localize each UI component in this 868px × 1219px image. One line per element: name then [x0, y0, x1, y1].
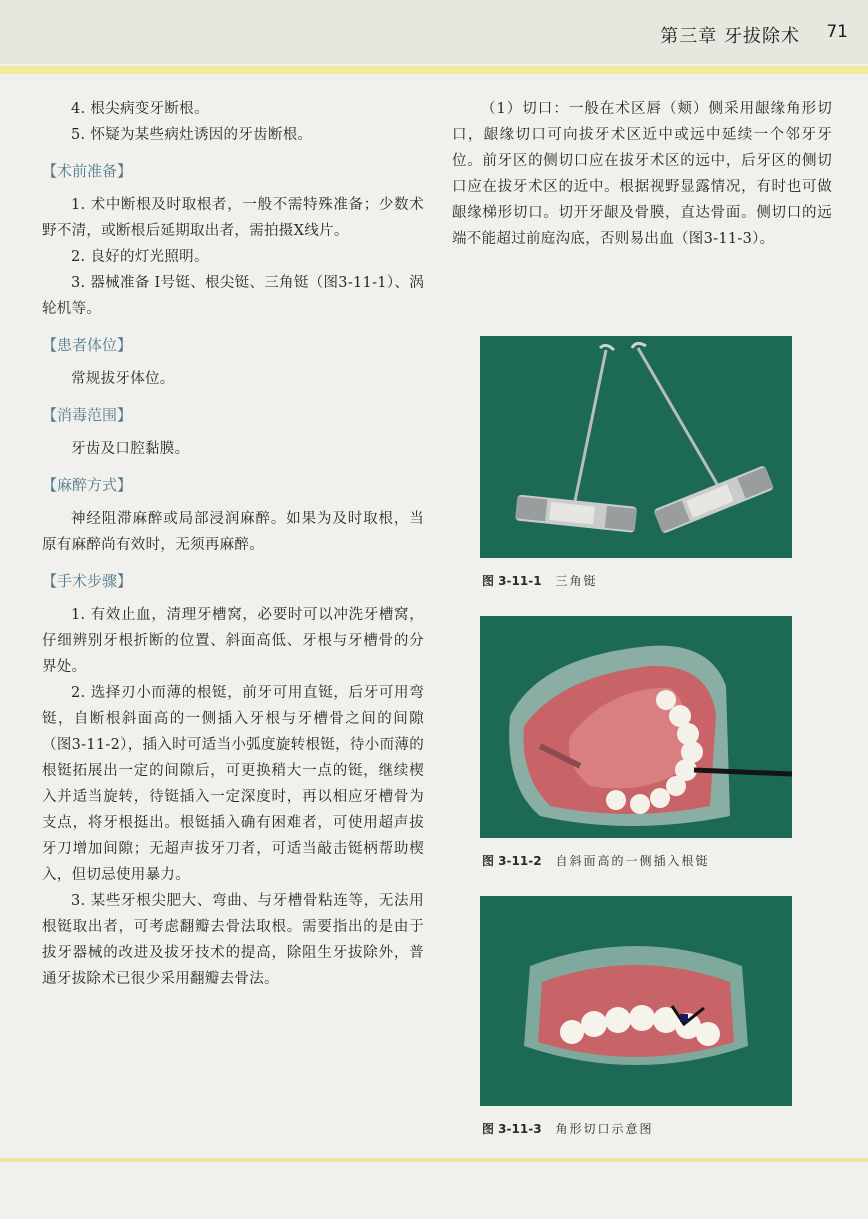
paragraph: 牙齿及口腔黏膜。 — [71, 441, 190, 457]
paragraph: 1. 有效止血，清理牙槽窝，必要时可以冲洗牙槽窝，仔细辨别牙根折断的位置、斜面高低、牙根与牙槽骨的分界处。 — [42, 607, 424, 675]
paragraph: 2. 选择刃小而薄的根铤，前牙可用直铤，后牙可用弯铤，自断根斜面高的一侧插入牙根与牙槽骨之间的间隙（图3-11-2），插入时可适当小弧度旋转根铤，待小而薄的根铤拓展出一定的间隙后，可更换稍大一点的铤，继续楔入并适当旋转，待铤插入一定深度时，再以相应牙槽骨为支点，将牙根挺出。根铤插入确有困难者，可使用超声拔牙刀增加间隙；无超声拔牙刀者，可适当敲击铤柄帮助楔入，但切忌使用暴力。 — [42, 685, 424, 883]
left-column — [42, 96, 424, 992]
paragraph: 3. 器械准备 Ⅰ号铤、根尖铤、三角铤（图3-11-1）、涡轮机等。 — [42, 275, 424, 317]
section-title: 【术前准备】 — [42, 162, 133, 180]
paragraph: 3. 某些牙根尖肥大、弯曲、与牙槽骨粘连等，无法用根铤取出者，可考虑翻瓣去骨法取根。需要指出的是由于拔牙器械的改进及拔牙技术的提高，除阻生牙拔除外，普通牙拔除术已很少采用翻瓣去骨法。 — [42, 893, 424, 987]
paragraph: （1）切口：一般在术区唇（颊）侧采用龈缘角形切口，龈缘切口可向拔牙术区近中或远中延续一个邻牙牙位。前牙区的侧切口应在拔牙术区的远中，后牙区的侧切口应在拔牙术区的近中。根据视野显露情况，有时也可做龈缘梯形切口。切开牙龈及骨膜，直达骨面。侧切口的远端不能超过前庭沟底，否则易出血（图3-11-3）。 — [452, 101, 832, 247]
figure-caption: 图 3-11-1 三角铤 — [482, 574, 598, 588]
figure-elevator-insertion — [480, 616, 792, 838]
jaw-model-illustration — [480, 616, 792, 838]
paragraph: 常规拔牙体位。 — [71, 371, 175, 387]
paragraph: 神经阻滞麻醉或局部浸润麻醉。如果为及时取根，当原有麻醉尚有效时，无须再麻醉。 — [42, 511, 424, 553]
footer-rule — [0, 1158, 868, 1162]
list-item: 5. 怀疑为某些病灶诱因的牙齿断根。 — [71, 127, 313, 143]
paragraph: 1. 术中断根及时取根者，一般不需特殊准备；少数术野不清，或断根后延期取出者，需拍摄X线片。 — [42, 197, 424, 239]
chapter-title: 第三章 牙拔除术 — [660, 26, 800, 47]
section-title: 【手术步骤】 — [42, 572, 133, 590]
figure-caption: 图 3-11-2 自斜面高的一侧插入根铤 — [482, 854, 710, 868]
page-number: 71 — [826, 22, 848, 42]
section-title: 【麻醉方式】 — [42, 476, 133, 494]
incision-illustration — [480, 896, 792, 1106]
elevators-illustration — [480, 336, 792, 558]
section-title: 【患者体位】 — [42, 336, 133, 354]
header-rule — [0, 66, 868, 74]
paragraph: 2. 良好的灯光照明。 — [71, 249, 209, 265]
section-title: 【消毒范围】 — [42, 406, 133, 424]
list-item: 4. 根尖病变牙断根。 — [71, 101, 209, 117]
right-column — [452, 96, 832, 252]
figure-caption: 图 3-11-3 角形切口示意图 — [482, 1122, 654, 1136]
figure-triangular-elevators — [480, 336, 792, 558]
figure-angled-incision — [480, 896, 792, 1106]
